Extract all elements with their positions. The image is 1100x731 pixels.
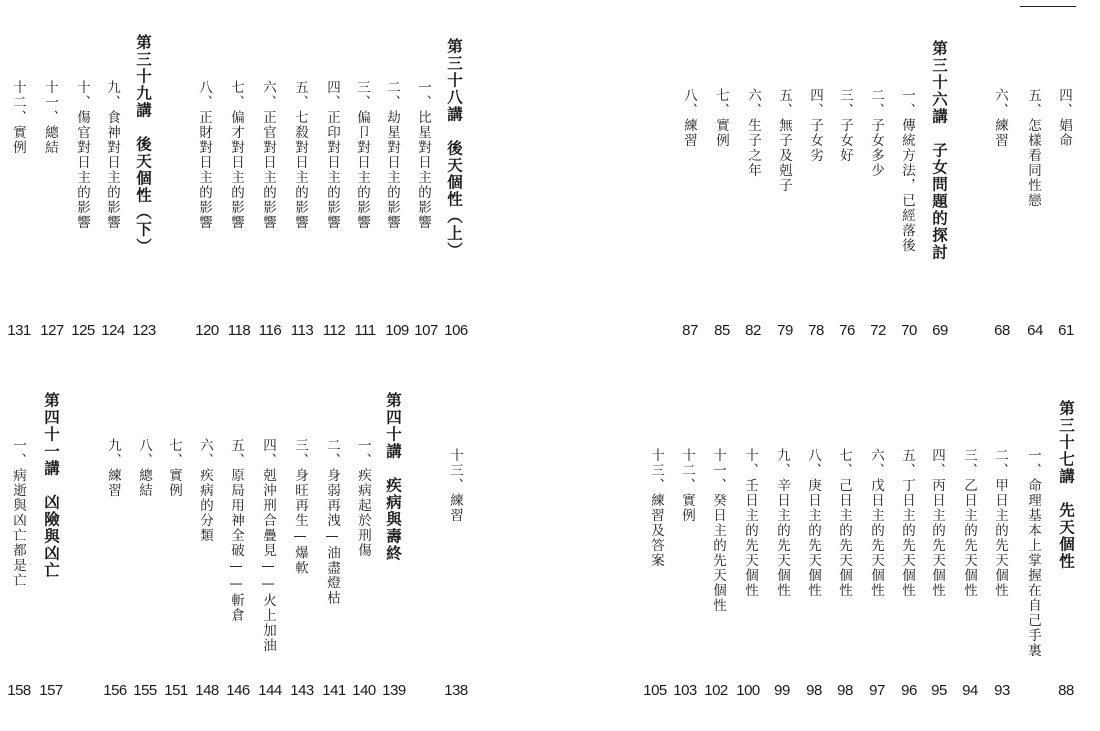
page-number: 102	[704, 682, 728, 699]
toc-entry: 八、總結	[136, 438, 152, 498]
page-number: 131	[7, 322, 31, 339]
page-number: 116	[258, 322, 282, 339]
toc-entry: 三、乙日主的先天個性	[961, 448, 977, 598]
page-number: 68	[994, 322, 1010, 339]
toc-entry: 二、劫星對日主的影響	[384, 80, 400, 230]
page-number: 111	[354, 322, 376, 339]
page-number: 146	[226, 682, 250, 699]
toc-entry: 六、疾病的分類	[197, 438, 213, 543]
toc-entry: 四、剋沖刑合疊見——火上加油	[260, 438, 276, 653]
page-number: 72	[870, 322, 886, 339]
page-number: 157	[39, 682, 63, 699]
chapter-heading: 第三十八講 後天個性（上）	[445, 38, 463, 259]
page-number: 139	[382, 682, 406, 699]
page-number: 98	[806, 682, 822, 699]
toc-entry: 四、正印對日主的影響	[324, 80, 340, 230]
toc-entry: 一、命理基本上掌握在自己手裏	[1025, 448, 1041, 658]
page-number: 113	[290, 322, 314, 339]
toc-entry: 七、己日主的先天個性	[836, 448, 852, 598]
page-number: 64	[1027, 322, 1043, 339]
toc-entry: 五、七殺對日主的影響	[292, 80, 308, 230]
page-number: 79	[777, 322, 793, 339]
toc-entry: 六、練習	[992, 88, 1008, 148]
toc-entry: 五、原局用神全破——斬倉	[228, 438, 244, 623]
toc-entry: 十、傷官對日主的影響	[74, 80, 90, 230]
page-number: 87	[682, 322, 698, 339]
toc-entry: 十、壬日主的先天個性	[742, 448, 758, 598]
toc-entry: 十三、練習及答案	[648, 448, 664, 568]
page-number: 112	[322, 322, 346, 339]
page-number: 151	[164, 682, 188, 699]
page-number: 148	[195, 682, 219, 699]
toc-entry: 二、甲日主的先天個性	[992, 448, 1008, 598]
page-number: 124	[101, 322, 125, 339]
toc-entry: 一、病逝與凶亡都是亡	[10, 438, 26, 588]
page-number: 70	[901, 322, 917, 339]
page-number: 125	[71, 322, 95, 339]
page-number: 88	[1058, 682, 1074, 699]
toc-entry: 二、身弱再洩—油盡燈枯	[324, 438, 340, 606]
toc-entry: 七、偏才對日主的影響	[228, 80, 244, 230]
page-number: 143	[290, 682, 314, 699]
toc-entry: 五、丁日主的先天個性	[899, 448, 915, 598]
right-page-top-rule	[1020, 6, 1076, 7]
toc-entry: 六、戊日主的先天個性	[868, 448, 884, 598]
chapter-heading: 第四十一講 凶險與凶亡	[42, 392, 60, 579]
page-number: 61	[1058, 322, 1074, 339]
toc-entry: 十一、癸日主的先天個性	[710, 448, 726, 613]
page-number: 155	[133, 682, 157, 699]
toc-entry: 四、娼命	[1056, 88, 1072, 148]
page-number: 138	[444, 682, 468, 699]
toc-entry: 九、辛日主的先天個性	[774, 448, 790, 598]
page-number: 140	[352, 682, 376, 699]
page-number: 123	[132, 322, 156, 339]
page-number: 69	[932, 322, 948, 339]
page-number: 127	[40, 322, 64, 339]
toc-entry: 七、實例	[166, 438, 182, 498]
toc-entry: 二、子女多少	[868, 88, 884, 178]
page-number: 107	[414, 322, 438, 339]
page-number: 158	[7, 682, 31, 699]
toc-entry: 六、生子之年	[745, 88, 761, 178]
page-number: 94	[962, 682, 978, 699]
page-number: 78	[808, 322, 824, 339]
page-number: 141	[322, 682, 346, 699]
toc-entry: 九、練習	[105, 438, 121, 498]
toc-entry: 四、子女劣	[807, 88, 823, 163]
toc-entry: 五、無子及剋子	[776, 88, 792, 193]
toc-entry: 一、比星對日主的影響	[415, 80, 431, 230]
page-number: 96	[901, 682, 917, 699]
page-number: 97	[869, 682, 885, 699]
page-number: 76	[839, 322, 855, 339]
page-number: 109	[385, 322, 409, 339]
page-number: 144	[258, 682, 282, 699]
toc-entry: 十三、練習	[447, 448, 463, 523]
toc-entry: 六、正官對日主的影響	[260, 80, 276, 230]
toc-entry: 十一、總結	[42, 80, 58, 155]
toc-entry: 八、正財對日主的影響	[196, 80, 212, 230]
page-number: 103	[673, 682, 697, 699]
toc-entry: 三、偏卩對日主的影響	[354, 80, 370, 230]
page-number: 82	[745, 322, 761, 339]
toc-entry: 八、庚日主的先天個性	[805, 448, 821, 598]
page-number: 120	[195, 322, 219, 339]
page-number: 95	[931, 682, 947, 699]
toc-entry: 一、疾病起於刑傷	[355, 438, 371, 558]
toc-entry: 十二、實例	[10, 80, 26, 155]
chapter-heading: 第三十七講 先天個性	[1057, 400, 1075, 570]
page-number: 99	[774, 682, 790, 699]
chapter-heading: 第四十講 疾病與壽終	[384, 392, 402, 562]
page-number: 156	[103, 682, 127, 699]
page-number: 106	[444, 322, 468, 339]
page-number: 98	[837, 682, 853, 699]
page-number: 100	[736, 682, 760, 699]
toc-entry: 三、身旺再生—爆軟	[292, 438, 308, 576]
page-number: 118	[227, 322, 251, 339]
chapter-heading: 第三十九講 後天個性（下）	[134, 34, 152, 255]
toc-entry: 八、練習	[681, 88, 697, 148]
toc-entry: 五、怎樣看同性戀	[1025, 88, 1041, 208]
page-number: 93	[994, 682, 1010, 699]
toc-entry: 九、食神對日主的影響	[104, 80, 120, 230]
page-number: 85	[714, 322, 730, 339]
toc-entry: 三、子女好	[837, 88, 853, 163]
chapter-heading: 第三十六講 子女問題的探討	[930, 40, 948, 261]
page-number: 105	[643, 682, 667, 699]
toc-entry: 十二、實例	[679, 448, 695, 523]
toc-entry: 七、實例	[713, 88, 729, 148]
toc-entry: 四、丙日主的先天個性	[929, 448, 945, 598]
toc-entry: 一、傳統方法，已經落後	[899, 88, 915, 253]
